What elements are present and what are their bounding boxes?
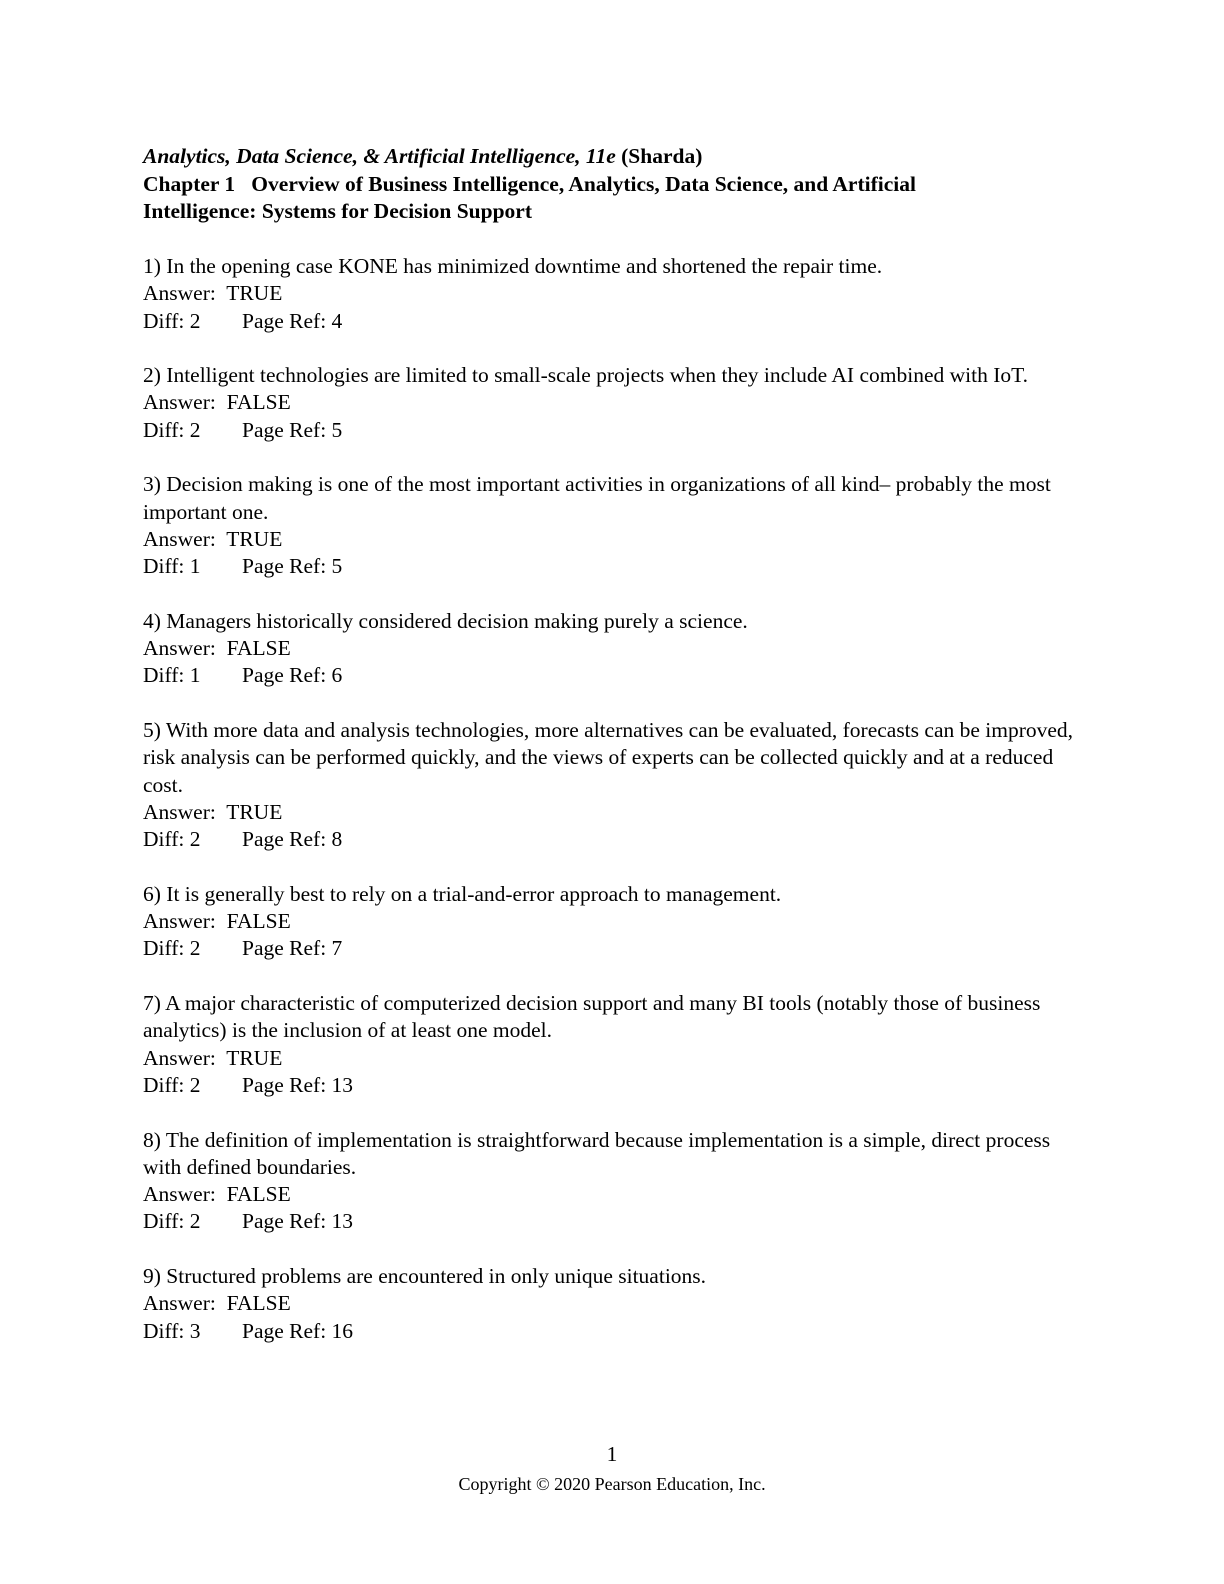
difficulty: Diff: 2	[143, 1209, 201, 1234]
page-ref: Page Ref: 4	[242, 308, 343, 333]
question-text: 5) With more data and analysis technologies, more alternatives can be evaluated, forecasts can be improved, risk analysis can be performed quickly, and the views of experts can be collected quickly and at a reduced cost.	[143, 718, 1074, 797]
diff-line	[143, 1318, 1083, 1345]
question-item	[143, 1263, 1083, 1345]
diff-line	[143, 1208, 1083, 1235]
page-ref: Page Ref: 8	[242, 827, 343, 852]
page-ref: Page Ref: 7	[242, 936, 343, 961]
answer-line: Answer: TRUE	[143, 281, 283, 306]
diff-line	[143, 308, 1083, 335]
page-ref: Page Ref: 6	[242, 663, 343, 688]
answer-line: Answer: FALSE	[143, 1291, 291, 1316]
question-text: 6) It is generally best to rely on a trial-and-error approach to management.	[143, 881, 782, 906]
difficulty: Diff: 2	[143, 308, 201, 333]
question-text: 8) The definition of implementation is straightforward because implementation is a simple, direct process with defined boundaries.	[143, 1127, 1051, 1179]
question-item	[143, 881, 1083, 963]
book-author: (Sharda)	[615, 144, 703, 168]
difficulty: Diff: 1	[143, 663, 201, 688]
diff-line	[143, 417, 1083, 444]
answer-line: Answer: FALSE	[143, 636, 291, 661]
diff-line	[143, 1072, 1083, 1099]
page-ref: Page Ref: 5	[242, 554, 343, 579]
question-item	[143, 471, 1083, 580]
diff-line	[143, 553, 1083, 580]
question-item	[143, 717, 1083, 853]
page-ref: Page Ref: 16	[242, 1318, 354, 1343]
answer-line: Answer: FALSE	[143, 909, 291, 934]
chapter-title-line-2: Intelligence: Systems for Decision Support	[143, 199, 532, 223]
page-ref: Page Ref: 5	[242, 417, 343, 442]
question-list	[143, 253, 1083, 1372]
question-text: 3) Decision making is one of the most important activities in organizations of all kind– probably the most important one.	[143, 472, 1051, 524]
question-text: 9) Structured problems are encountered in only unique situations.	[143, 1263, 707, 1288]
answer-line: Answer: FALSE	[143, 390, 291, 415]
page-number: 1	[606, 1442, 618, 1466]
diff-line	[143, 662, 1083, 689]
diff-line	[143, 826, 1083, 853]
answer-line: Answer: TRUE	[143, 526, 283, 551]
book-title: Analytics, Data Science, & Artificial Intelligence, 11e	[143, 144, 616, 168]
question-item	[143, 362, 1083, 444]
book-title-line	[143, 143, 1083, 171]
copyright-notice: Copyright © 2020 Pearson Education, Inc.	[458, 1474, 766, 1494]
question-item	[143, 1127, 1083, 1236]
difficulty: Diff: 2	[143, 827, 201, 852]
page-ref: Page Ref: 13	[242, 1072, 354, 1097]
difficulty: Diff: 3	[143, 1318, 201, 1343]
question-item	[143, 608, 1083, 690]
question-text: 4) Managers historically considered decision making purely a science.	[143, 608, 748, 633]
question-item	[143, 990, 1083, 1099]
question-item	[143, 253, 1083, 335]
difficulty: Diff: 2	[143, 1072, 201, 1097]
difficulty: Diff: 2	[143, 417, 201, 442]
chapter-title-line-1: Chapter 1 Overview of Business Intelligence, Analytics, Data Science, and Artificial	[143, 171, 916, 196]
difficulty: Diff: 1	[143, 554, 201, 579]
question-text: 1) In the opening case KONE has minimized downtime and shortened the repair time.	[143, 254, 883, 278]
document-header	[143, 143, 1083, 226]
question-text: 7) A major characteristic of computerized decision support and many BI tools (notably those of business analytics) is the inclusion of at least one model.	[143, 991, 1041, 1043]
answer-line: Answer: TRUE	[143, 1045, 283, 1070]
page-ref: Page Ref: 13	[242, 1209, 354, 1234]
diff-line	[143, 935, 1083, 962]
difficulty: Diff: 2	[143, 936, 201, 961]
question-text: 2) Intelligent technologies are limited to small-scale projects when they include AI combined with IoT.	[143, 363, 1029, 388]
answer-line: Answer: TRUE	[143, 799, 283, 824]
answer-line: Answer: FALSE	[143, 1182, 291, 1207]
